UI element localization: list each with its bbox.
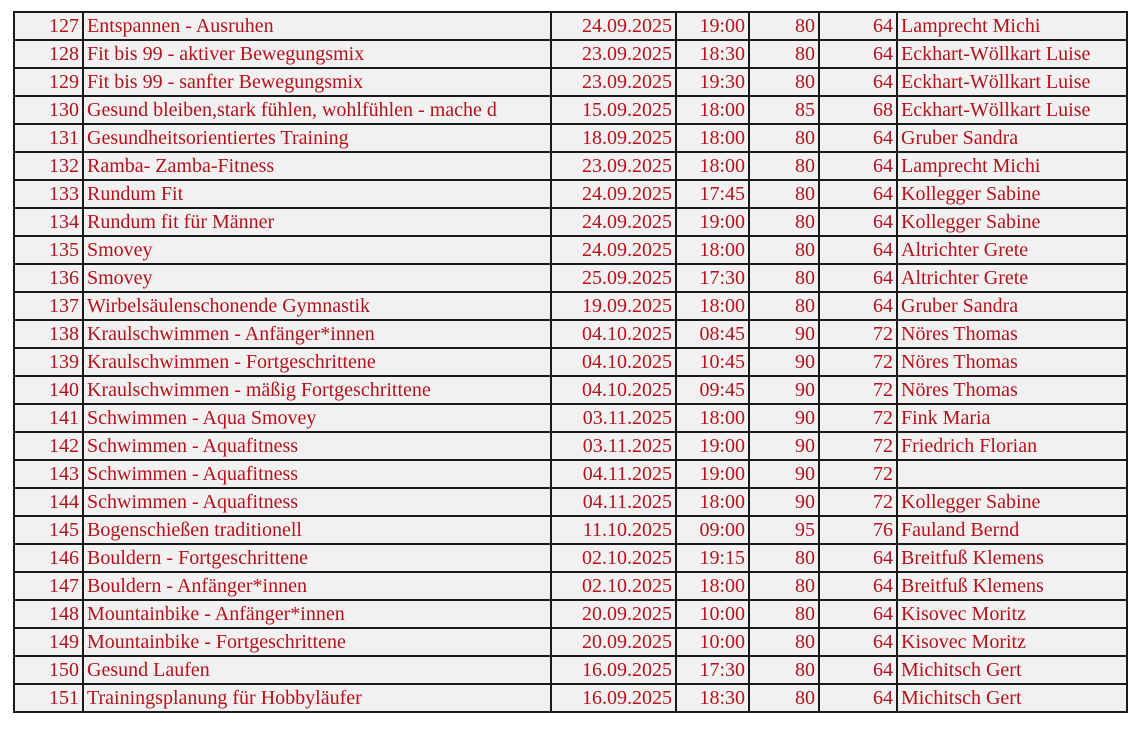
course-number-cell: 127 bbox=[14, 12, 83, 40]
course-date-cell: 24.09.2025 bbox=[551, 208, 676, 236]
course-time-cell: 18:00 bbox=[676, 124, 749, 152]
course-date-cell: 04.11.2025 bbox=[551, 460, 676, 488]
course-price-cell: 80 bbox=[749, 208, 819, 236]
course-price-cell: 90 bbox=[749, 320, 819, 348]
course-price-cell: 80 bbox=[749, 292, 819, 320]
course-time-cell: 17:30 bbox=[676, 264, 749, 292]
course-title-cell: Gesundheitsorientiertes Training bbox=[83, 124, 551, 152]
course-time-cell: 19:15 bbox=[676, 544, 749, 572]
course-title-cell: Schwimmen - Aquafitness bbox=[83, 432, 551, 460]
table-row bbox=[14, 96, 1127, 124]
course-title-cell: Fit bis 99 - sanfter Bewegungsmix bbox=[83, 68, 551, 96]
course-date-cell: 23.09.2025 bbox=[551, 40, 676, 68]
course-trainer-cell: Eckhart-Wöllkart Luise bbox=[897, 96, 1127, 124]
course-number-cell: 147 bbox=[14, 572, 83, 600]
course-table-body bbox=[14, 12, 1127, 712]
course-reduced-price-cell: 64 bbox=[819, 572, 897, 600]
course-price-cell: 80 bbox=[749, 600, 819, 628]
course-number-cell: 133 bbox=[14, 180, 83, 208]
course-price-cell: 90 bbox=[749, 348, 819, 376]
course-date-cell: 24.09.2025 bbox=[551, 236, 676, 264]
course-title-cell: Smovey bbox=[83, 236, 551, 264]
course-time-cell: 09:00 bbox=[676, 516, 749, 544]
table-row bbox=[14, 572, 1127, 600]
course-date-cell: 16.09.2025 bbox=[551, 656, 676, 684]
table-row bbox=[14, 516, 1127, 544]
course-date-cell: 23.09.2025 bbox=[551, 152, 676, 180]
course-date-cell: 24.09.2025 bbox=[551, 12, 676, 40]
course-date-cell: 20.09.2025 bbox=[551, 628, 676, 656]
course-price-cell: 80 bbox=[749, 124, 819, 152]
course-trainer-cell: Fauland Bernd bbox=[897, 516, 1127, 544]
course-number-cell: 128 bbox=[14, 40, 83, 68]
course-reduced-price-cell: 72 bbox=[819, 488, 897, 516]
course-date-cell: 18.09.2025 bbox=[551, 124, 676, 152]
table-row bbox=[14, 152, 1127, 180]
course-reduced-price-cell: 76 bbox=[819, 516, 897, 544]
course-trainer-cell: Lamprecht Michi bbox=[897, 152, 1127, 180]
course-time-cell: 19:00 bbox=[676, 208, 749, 236]
course-trainer-cell bbox=[897, 460, 1127, 488]
course-reduced-price-cell: 64 bbox=[819, 544, 897, 572]
course-title-cell: Entspannen - Ausruhen bbox=[83, 12, 551, 40]
course-title-cell: Wirbelsäulenschonende Gymnastik bbox=[83, 292, 551, 320]
table-row bbox=[14, 236, 1127, 264]
table-row bbox=[14, 404, 1127, 432]
course-price-cell: 80 bbox=[749, 152, 819, 180]
course-trainer-cell: Kollegger Sabine bbox=[897, 208, 1127, 236]
course-date-cell: 24.09.2025 bbox=[551, 180, 676, 208]
course-title-cell: Trainingsplanung für Hobbyläufer bbox=[83, 684, 551, 712]
course-price-cell: 80 bbox=[749, 236, 819, 264]
course-number-cell: 151 bbox=[14, 684, 83, 712]
course-title-cell: Gesund bleiben,stark fühlen, wohlfühlen - mache d bbox=[83, 96, 551, 124]
course-date-cell: 25.09.2025 bbox=[551, 264, 676, 292]
course-title-cell: Mountainbike - Anfänger*innen bbox=[83, 600, 551, 628]
course-number-cell: 132 bbox=[14, 152, 83, 180]
course-time-cell: 18:30 bbox=[676, 684, 749, 712]
course-price-cell: 80 bbox=[749, 180, 819, 208]
course-number-cell: 149 bbox=[14, 628, 83, 656]
course-title-cell: Gesund Laufen bbox=[83, 656, 551, 684]
course-price-cell: 80 bbox=[749, 656, 819, 684]
course-price-cell: 80 bbox=[749, 12, 819, 40]
course-price-cell: 90 bbox=[749, 376, 819, 404]
course-trainer-cell: Michitsch Gert bbox=[897, 656, 1127, 684]
course-date-cell: 16.09.2025 bbox=[551, 684, 676, 712]
course-time-cell: 17:45 bbox=[676, 180, 749, 208]
course-price-cell: 80 bbox=[749, 684, 819, 712]
course-reduced-price-cell: 68 bbox=[819, 96, 897, 124]
course-reduced-price-cell: 72 bbox=[819, 376, 897, 404]
course-trainer-cell: Altrichter Grete bbox=[897, 236, 1127, 264]
course-trainer-cell: Nöres Thomas bbox=[897, 376, 1127, 404]
course-number-cell: 145 bbox=[14, 516, 83, 544]
course-price-cell: 85 bbox=[749, 96, 819, 124]
course-price-cell: 95 bbox=[749, 516, 819, 544]
table-row bbox=[14, 180, 1127, 208]
course-trainer-cell: Kisovec Moritz bbox=[897, 628, 1127, 656]
course-date-cell: 03.11.2025 bbox=[551, 404, 676, 432]
course-reduced-price-cell: 64 bbox=[819, 684, 897, 712]
course-date-cell: 23.09.2025 bbox=[551, 68, 676, 96]
course-number-cell: 135 bbox=[14, 236, 83, 264]
table-row bbox=[14, 292, 1127, 320]
course-reduced-price-cell: 64 bbox=[819, 180, 897, 208]
course-time-cell: 18:00 bbox=[676, 572, 749, 600]
course-price-cell: 90 bbox=[749, 404, 819, 432]
course-number-cell: 148 bbox=[14, 600, 83, 628]
course-trainer-cell: Nöres Thomas bbox=[897, 320, 1127, 348]
table-row bbox=[14, 600, 1127, 628]
course-number-cell: 138 bbox=[14, 320, 83, 348]
course-trainer-cell: Nöres Thomas bbox=[897, 348, 1127, 376]
course-time-cell: 19:30 bbox=[676, 68, 749, 96]
course-date-cell: 04.11.2025 bbox=[551, 488, 676, 516]
course-reduced-price-cell: 72 bbox=[819, 460, 897, 488]
course-trainer-cell: Fink Maria bbox=[897, 404, 1127, 432]
course-time-cell: 19:00 bbox=[676, 460, 749, 488]
course-trainer-cell: Friedrich Florian bbox=[897, 432, 1127, 460]
course-trainer-cell: Lamprecht Michi bbox=[897, 12, 1127, 40]
course-reduced-price-cell: 72 bbox=[819, 348, 897, 376]
course-time-cell: 17:30 bbox=[676, 656, 749, 684]
course-reduced-price-cell: 64 bbox=[819, 152, 897, 180]
course-date-cell: 11.10.2025 bbox=[551, 516, 676, 544]
course-price-cell: 80 bbox=[749, 628, 819, 656]
course-reduced-price-cell: 64 bbox=[819, 600, 897, 628]
table-row bbox=[14, 628, 1127, 656]
course-date-cell: 03.11.2025 bbox=[551, 432, 676, 460]
table-row bbox=[14, 40, 1127, 68]
course-trainer-cell: Breitfuß Klemens bbox=[897, 544, 1127, 572]
table-row bbox=[14, 376, 1127, 404]
course-time-cell: 18:00 bbox=[676, 292, 749, 320]
course-reduced-price-cell: 72 bbox=[819, 432, 897, 460]
course-title-cell: Schwimmen - Aqua Smovey bbox=[83, 404, 551, 432]
course-number-cell: 129 bbox=[14, 68, 83, 96]
course-trainer-cell: Kisovec Moritz bbox=[897, 600, 1127, 628]
course-number-cell: 137 bbox=[14, 292, 83, 320]
course-reduced-price-cell: 64 bbox=[819, 656, 897, 684]
course-reduced-price-cell: 64 bbox=[819, 40, 897, 68]
course-reduced-price-cell: 64 bbox=[819, 124, 897, 152]
table-row bbox=[14, 460, 1127, 488]
table-row bbox=[14, 124, 1127, 152]
course-reduced-price-cell: 64 bbox=[819, 208, 897, 236]
course-number-cell: 131 bbox=[14, 124, 83, 152]
course-title-cell: Kraulschwimmen - Fortgeschrittene bbox=[83, 348, 551, 376]
course-reduced-price-cell: 64 bbox=[819, 264, 897, 292]
course-trainer-cell: Kollegger Sabine bbox=[897, 180, 1127, 208]
table-row bbox=[14, 208, 1127, 236]
course-time-cell: 09:45 bbox=[676, 376, 749, 404]
course-title-cell: Ramba- Zamba-Fitness bbox=[83, 152, 551, 180]
course-date-cell: 02.10.2025 bbox=[551, 572, 676, 600]
course-date-cell: 04.10.2025 bbox=[551, 348, 676, 376]
course-number-cell: 140 bbox=[14, 376, 83, 404]
course-time-cell: 10:00 bbox=[676, 628, 749, 656]
course-date-cell: 19.09.2025 bbox=[551, 292, 676, 320]
course-number-cell: 150 bbox=[14, 656, 83, 684]
course-number-cell: 130 bbox=[14, 96, 83, 124]
course-title-cell: Bogenschießen traditionell bbox=[83, 516, 551, 544]
course-title-cell: Mountainbike - Fortgeschrittene bbox=[83, 628, 551, 656]
course-time-cell: 08:45 bbox=[676, 320, 749, 348]
course-number-cell: 136 bbox=[14, 264, 83, 292]
course-trainer-cell: Eckhart-Wöllkart Luise bbox=[897, 68, 1127, 96]
course-reduced-price-cell: 64 bbox=[819, 628, 897, 656]
course-date-cell: 02.10.2025 bbox=[551, 544, 676, 572]
course-title-cell: Fit bis 99 - aktiver Bewegungsmix bbox=[83, 40, 551, 68]
course-title-cell: Schwimmen - Aquafitness bbox=[83, 460, 551, 488]
course-time-cell: 19:00 bbox=[676, 12, 749, 40]
course-title-cell: Schwimmen - Aquafitness bbox=[83, 488, 551, 516]
course-number-cell: 141 bbox=[14, 404, 83, 432]
course-time-cell: 18:00 bbox=[676, 236, 749, 264]
table-row bbox=[14, 684, 1127, 712]
course-date-cell: 04.10.2025 bbox=[551, 376, 676, 404]
course-time-cell: 18:00 bbox=[676, 488, 749, 516]
course-price-cell: 80 bbox=[749, 40, 819, 68]
course-time-cell: 10:45 bbox=[676, 348, 749, 376]
course-price-cell: 80 bbox=[749, 572, 819, 600]
course-price-cell: 80 bbox=[749, 68, 819, 96]
course-time-cell: 19:00 bbox=[676, 432, 749, 460]
table-row bbox=[14, 544, 1127, 572]
course-trainer-cell: Kollegger Sabine bbox=[897, 488, 1127, 516]
course-time-cell: 18:00 bbox=[676, 152, 749, 180]
course-date-cell: 20.09.2025 bbox=[551, 600, 676, 628]
table-row bbox=[14, 656, 1127, 684]
table-row bbox=[14, 432, 1127, 460]
course-trainer-cell: Michitsch Gert bbox=[897, 684, 1127, 712]
course-price-cell: 90 bbox=[749, 432, 819, 460]
table-row bbox=[14, 488, 1127, 516]
course-reduced-price-cell: 64 bbox=[819, 292, 897, 320]
course-title-cell: Smovey bbox=[83, 264, 551, 292]
course-price-cell: 90 bbox=[749, 488, 819, 516]
course-trainer-cell: Gruber Sandra bbox=[897, 124, 1127, 152]
course-number-cell: 143 bbox=[14, 460, 83, 488]
course-time-cell: 18:30 bbox=[676, 40, 749, 68]
course-reduced-price-cell: 64 bbox=[819, 12, 897, 40]
course-price-cell: 80 bbox=[749, 264, 819, 292]
course-number-cell: 146 bbox=[14, 544, 83, 572]
course-date-cell: 15.09.2025 bbox=[551, 96, 676, 124]
course-date-cell: 04.10.2025 bbox=[551, 320, 676, 348]
course-title-cell: Bouldern - Anfänger*innen bbox=[83, 572, 551, 600]
course-reduced-price-cell: 64 bbox=[819, 68, 897, 96]
course-trainer-cell: Altrichter Grete bbox=[897, 264, 1127, 292]
course-time-cell: 18:00 bbox=[676, 404, 749, 432]
table-row bbox=[14, 320, 1127, 348]
course-number-cell: 134 bbox=[14, 208, 83, 236]
course-number-cell: 144 bbox=[14, 488, 83, 516]
course-price-cell: 80 bbox=[749, 544, 819, 572]
course-title-cell: Kraulschwimmen - Anfänger*innen bbox=[83, 320, 551, 348]
course-price-cell: 90 bbox=[749, 460, 819, 488]
table-row bbox=[14, 348, 1127, 376]
course-reduced-price-cell: 72 bbox=[819, 404, 897, 432]
course-trainer-cell: Eckhart-Wöllkart Luise bbox=[897, 40, 1127, 68]
course-time-cell: 18:00 bbox=[676, 96, 749, 124]
course-time-cell: 10:00 bbox=[676, 600, 749, 628]
course-title-cell: Rundum Fit bbox=[83, 180, 551, 208]
course-trainer-cell: Breitfuß Klemens bbox=[897, 572, 1127, 600]
table-row bbox=[14, 264, 1127, 292]
course-title-cell: Bouldern - Fortgeschrittene bbox=[83, 544, 551, 572]
table-row bbox=[14, 12, 1127, 40]
course-title-cell: Rundum fit für Männer bbox=[83, 208, 551, 236]
course-reduced-price-cell: 64 bbox=[819, 236, 897, 264]
course-reduced-price-cell: 72 bbox=[819, 320, 897, 348]
course-title-cell: Kraulschwimmen - mäßig Fortgeschrittene bbox=[83, 376, 551, 404]
course-trainer-cell: Gruber Sandra bbox=[897, 292, 1127, 320]
course-number-cell: 139 bbox=[14, 348, 83, 376]
table-row bbox=[14, 68, 1127, 96]
course-table bbox=[13, 11, 1128, 713]
course-number-cell: 142 bbox=[14, 432, 83, 460]
